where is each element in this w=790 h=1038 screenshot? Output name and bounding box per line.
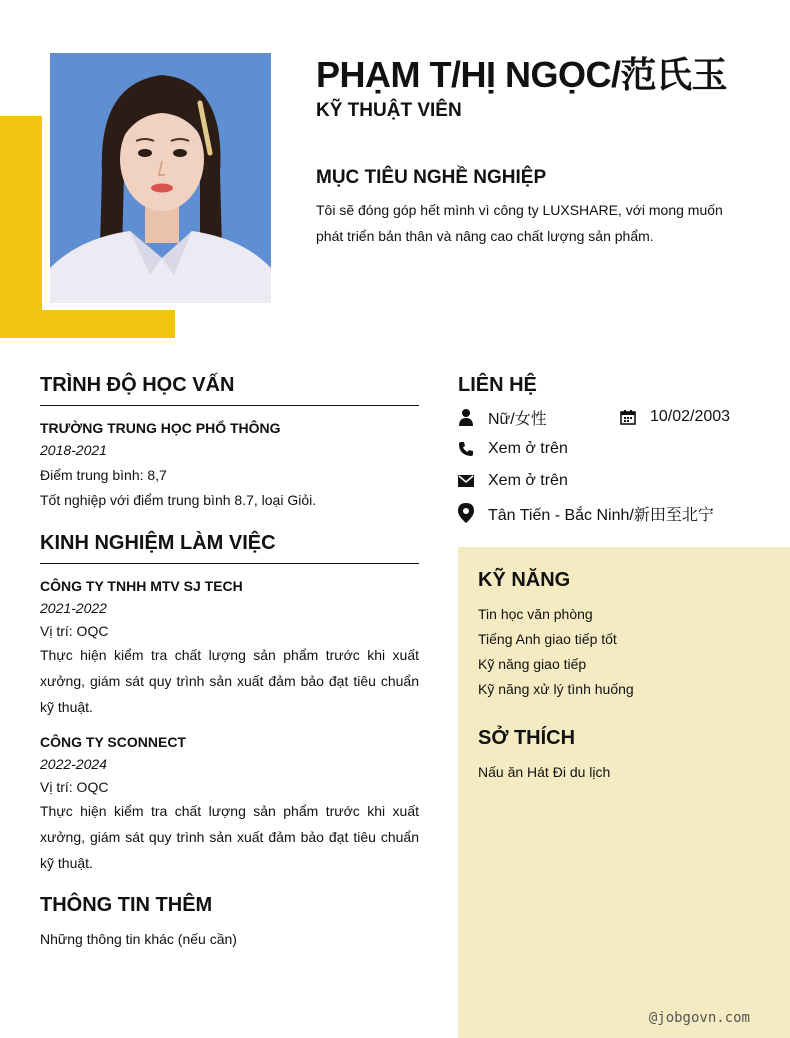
phone-icon [458, 441, 488, 457]
contact-row-gender-birthday [458, 401, 790, 433]
skills-title: KỸ NĂNG [478, 569, 571, 591]
candidate-name: PHẠM T/HỊ NGỌC/范氏玉 [316, 54, 727, 95]
job-period: 2021-2022 [40, 600, 107, 616]
education-period: 2018-2021 [40, 442, 107, 458]
accent-bar-vertical [0, 116, 42, 338]
job-position: Vị trí: OQC [40, 623, 109, 639]
job-position: Vị trí: OQC [40, 779, 109, 795]
accent-bar-horizontal [0, 310, 175, 338]
contact-gender: Nữ/女性 [488, 410, 547, 428]
job-company: CÔNG TY TNHH MTV SJ TECH [40, 578, 243, 594]
left-column [40, 374, 419, 947]
education-title: TRÌNH ĐỘ HỌC VẤN [40, 374, 419, 406]
skill-item: Tin học văn phòng [478, 606, 593, 622]
right-column [458, 374, 790, 529]
location-pin-icon [458, 503, 488, 523]
extra-text: Những thông tin khác (nếu cần) [40, 931, 237, 947]
skill-item: Tiếng Anh giao tiếp tốt [478, 631, 617, 647]
extra-title: THÔNG TIN THÊM [40, 894, 213, 916]
calendar-icon [620, 409, 650, 425]
contact-row-email [458, 465, 790, 497]
contact-address: Tân Tiến - Bắc Ninh/新田至北宁 [488, 506, 714, 524]
contact-phone[interactable]: Xem ở trên [488, 440, 568, 457]
skills-list [478, 606, 770, 697]
hobbies-title: SỞ THÍCH [478, 727, 576, 749]
skill-item: Kỹ năng xử lý tình huống [478, 681, 634, 697]
job-description: Thực hiện kiểm tra chất lượng sản phẩm trước khi xuất xưởng, giám sát quy trình sản xuất đảm bảo đạt tiêu chuẩn kỹ thuật. [40, 647, 419, 715]
hobbies-text: Nấu ăn Hát Đi du lịch [478, 764, 611, 780]
person-icon [458, 408, 488, 426]
objective-text: Tôi sẽ đóng góp hết mình vì công ty LUXSHARE, với mong muốn phát triển bản thân và nâng cao chất lượng sản phẩm. [316, 202, 723, 244]
envelope-icon [458, 475, 488, 487]
header [316, 54, 746, 249]
job-entry [40, 734, 419, 876]
profile-photo [50, 53, 271, 303]
job-title: KỸ THUẬT VIÊN [316, 100, 462, 121]
skills-hobbies-panel [458, 547, 790, 1038]
job-company: CÔNG TY SCONNECT [40, 734, 186, 750]
objective-title: MỤC TIÊU NGHỀ NGHIỆP [316, 167, 547, 188]
contact-row-phone [458, 433, 790, 465]
contact-row-address [458, 497, 790, 529]
job-entry [40, 578, 419, 720]
school-name: TRƯỜNG TRUNG HỌC PHỔ THÔNG [40, 420, 281, 436]
job-period: 2022-2024 [40, 756, 107, 772]
job-description: Thực hiện kiểm tra chất lượng sản phẩm trước khi xuất xưởng, giám sát quy trình sản xuất đảm bảo đạt tiêu chuẩn kỹ thuật. [40, 803, 419, 871]
contact-birthday: 10/02/2003 [650, 408, 731, 425]
education-gpa: Điểm trung bình: 8,7 [40, 467, 167, 483]
education-note: Tốt nghiệp với điểm trung bình 8.7, loại Giỏi. [40, 492, 317, 508]
contact-email[interactable]: Xem ở trên [488, 472, 568, 489]
experience-title: KINH NGHIỆM LÀM VIỆC [40, 532, 419, 564]
watermark: @jobgovn.com [648, 1010, 750, 1026]
skill-item: Kỹ năng giao tiếp [478, 656, 587, 672]
contact-title: LIÊN HỆ [458, 374, 537, 396]
